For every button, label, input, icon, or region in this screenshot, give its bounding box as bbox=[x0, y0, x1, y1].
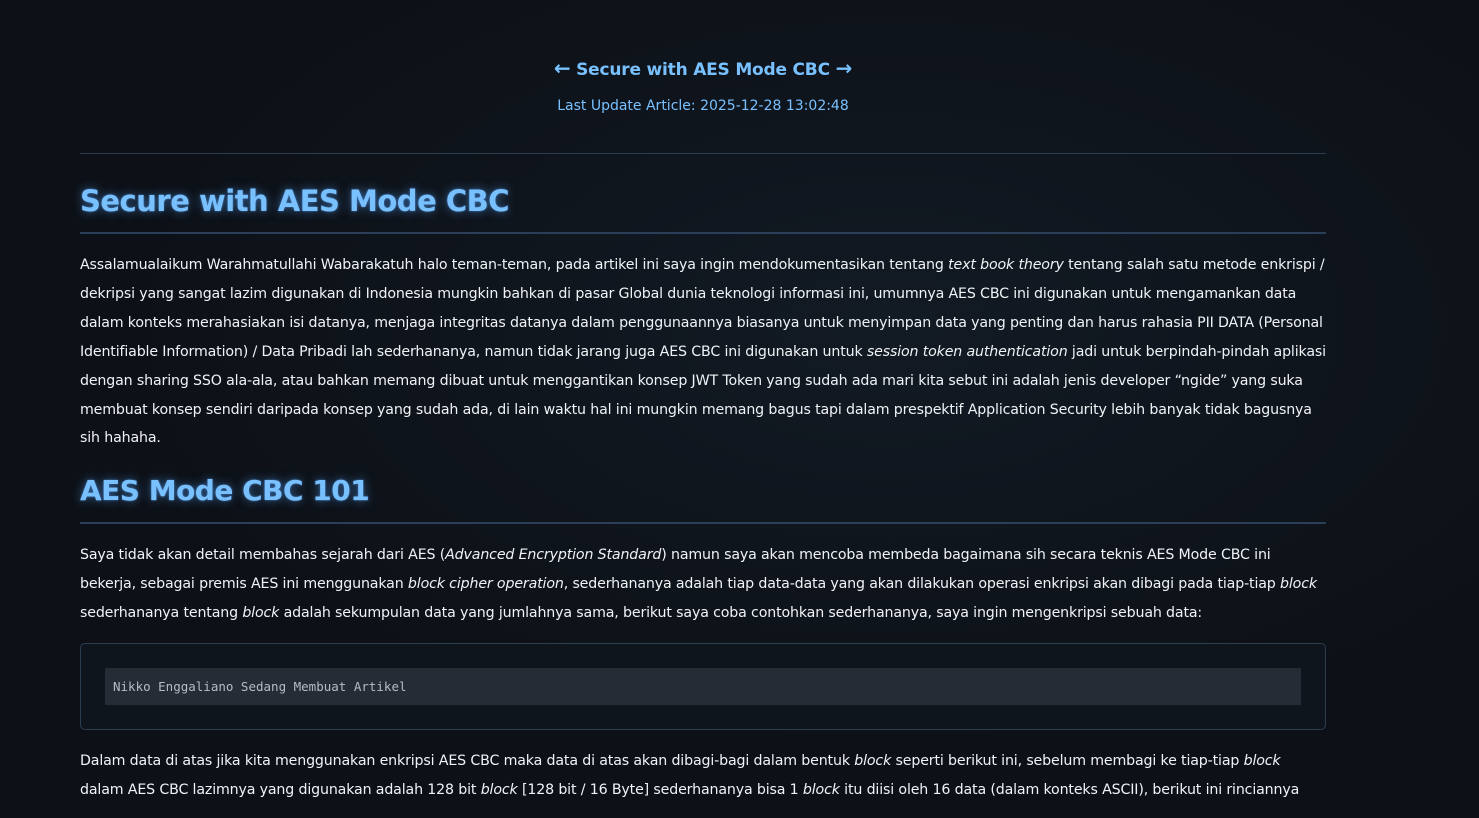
article-nav bbox=[80, 56, 1326, 80]
arrow-right-icon: → bbox=[835, 56, 853, 80]
intro-paragraph: Assalamualaikum Warahmatullahi Wabarakatuh halo teman-teman, pada artikel ini saya ingin mendokumentasikan tentang text book theory tentang salah satu metode enkrispi / dekripsi yang sangat lazim digunakan di Indonesia mungkin bahkan di pasar Global dunia teknologi informasi ini, umumnya AES CBC ini digunakan untuk mengamankan data dalam konteks merahasiakan isi datanya, menjaga integritas datanya dalam penggunaannya biasanya untuk menyimpan data yang penting dan harus rahasia PII DATA (Personal Identifiable Information) / Data Pribadi lah sederhananya, namun tidak jarang juga AES CBC ini digunakan untuk session token authentication jadi untuk berpindah-pindah aplikasi dengan sharing SSO ala-ala, atau bahkan memang dibuat untuk menggantikan konsep JWT Token yang sudah ada mari kita sebut ini adalah jenis developer “ngide” yang suka membuat konsep sendiri daripada konsep yang sudah ada, di lain waktu hal ini mungkin memang bagus tapi dalam prespektif Application Security lebih banyak tidak bagusnya sih hahaha. bbox=[80, 257, 1326, 447]
next-article-link[interactable] bbox=[835, 56, 853, 80]
article-heading: Secure with AES Mode CBC bbox=[80, 184, 510, 218]
header-divider bbox=[80, 153, 1326, 154]
code-block bbox=[80, 643, 1326, 730]
code-sample[interactable]: Nikko Enggaliano Sedang Membuat Artikel bbox=[105, 668, 1301, 705]
last-update-timestamp: Last Update Article: 2025-12-28 13:02:48 bbox=[557, 98, 849, 114]
section-heading: AES Mode CBC 101 bbox=[80, 474, 370, 507]
heading-underline bbox=[80, 232, 1326, 234]
prev-article-link[interactable] bbox=[553, 56, 571, 80]
section-heading-underline bbox=[80, 522, 1326, 524]
nav-article-title: Secure with AES Mode CBC bbox=[576, 60, 830, 80]
after-code-paragraph: Dalam data di atas jika kita menggunakan enkripsi AES CBC maka data di atas akan dibagi-bagi dalam bentuk block seperti berikut ini, sebelum membagi ke tiap-tiap block dalam AES CBC lazimnya yang digunakan adalah 128 bit block [128 bit / 16 Byte] sederhananya bisa 1 block itu diisi oleh 16 data (dalam konteks ASCII), berikut ini rinciannya bbox=[80, 753, 1300, 798]
section-paragraph: Saya tidak akan detail membahas sejarah dari AES (Advanced Encryption Standard) namun saya akan mencoba membeda bagaimana sih secara teknis AES Mode CBC ini bekerja, sebagai premis AES ini menggunakan block cipher operation, sederhananya adalah tiap data-data yang akan dilakukan operasi enkripsi akan dibagi pada tiap-tiap block sederhananya tentang block adalah sekumpulan data yang jumlahnya sama, berikut saya coba contohkan sederhananya, saya ingin mengenkripsi sebuah data: bbox=[80, 547, 1317, 621]
arrow-left-icon: ← bbox=[553, 56, 571, 80]
